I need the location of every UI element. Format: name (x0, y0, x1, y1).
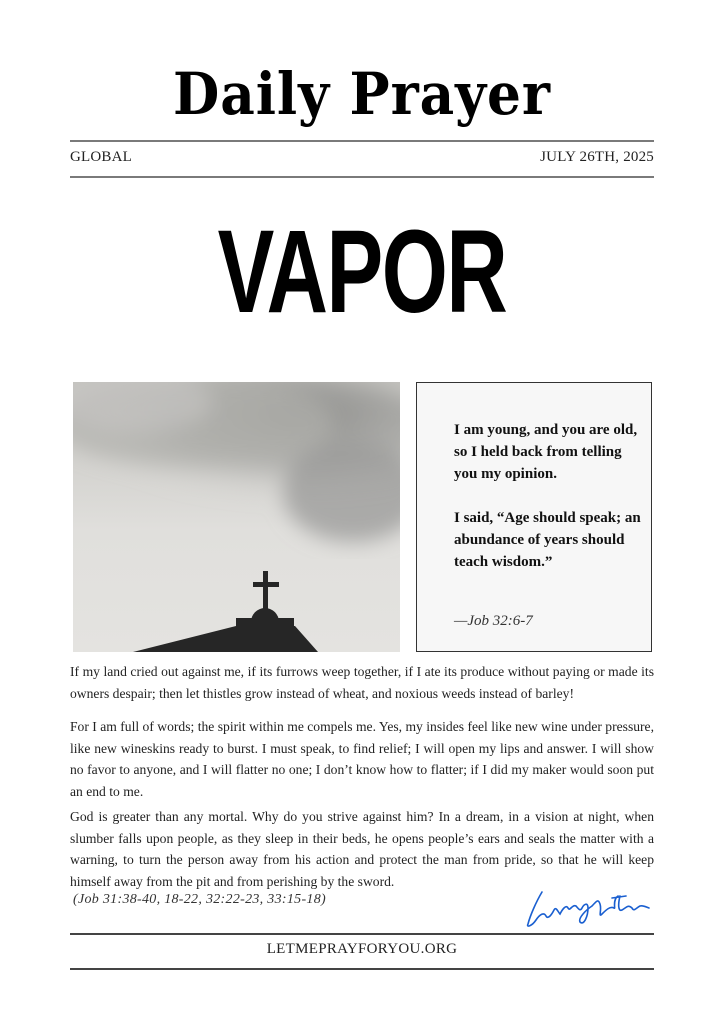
pull-quote-text (454, 419, 644, 573)
pull-quote-paragraph: I said, “Age should speak; an abundance of years should teach wisdom.” (454, 510, 641, 570)
pull-quote-box (416, 382, 652, 652)
headline: VAPOR (217, 206, 507, 338)
body-paragraph: If my land cried out against me, if its furrows weep together, if I ate its produce without paying or made its owners despair; then let thistles grow instead of wheat, and noxious weeds instead of barley! (70, 664, 654, 701)
church-cross-photo (73, 382, 400, 652)
signature-handwriting (522, 886, 650, 930)
body-paragraph: God is greater than any mortal. Why do you strive against him? In a dream, in a vision at night, when slumber falls upon people, as they sleep in their beds, he opens people’s ears and seals the matter with a warning, to turn the person away from his action and protect the man from pride, so that he will keep himself away from the pit and from perishing by the sword. (70, 809, 654, 889)
footer-rule-top (70, 933, 654, 935)
cross-icon (263, 571, 268, 612)
scripture-citation: (Job 31:38-40, 18-22, 32:22-23, 33:15-18) (73, 892, 326, 907)
pull-quote-reference: —Job 32:6-7 (454, 613, 533, 629)
footer-website-link[interactable]: LETMEPRAYFORYOU.ORG (266, 941, 458, 957)
header-rule-bottom (70, 176, 654, 178)
body-paragraph: For I am full of words; the spirit within me compels me. Yes, my insides feel like new wine under pressure, like new wineskins ready to burst. I must speak, to find relief; I will open my lips and answer. I will show no favor to anyone, and I will flatter no one; I don’t know how to flatter; if I did my maker would soon put an end to me. (70, 719, 654, 799)
issue-date: JULY 26TH, 2025 (540, 149, 654, 165)
header-rule-top (70, 140, 654, 142)
signature (522, 886, 650, 930)
region-label: GLOBAL (70, 149, 133, 165)
cover-photo (73, 382, 400, 652)
pull-quote-paragraph: I am young, and you are old, so I held back from telling you my opinion. (454, 422, 638, 482)
footer-rule-bottom (70, 968, 654, 970)
masthead-title: Daily Prayer (173, 60, 551, 128)
